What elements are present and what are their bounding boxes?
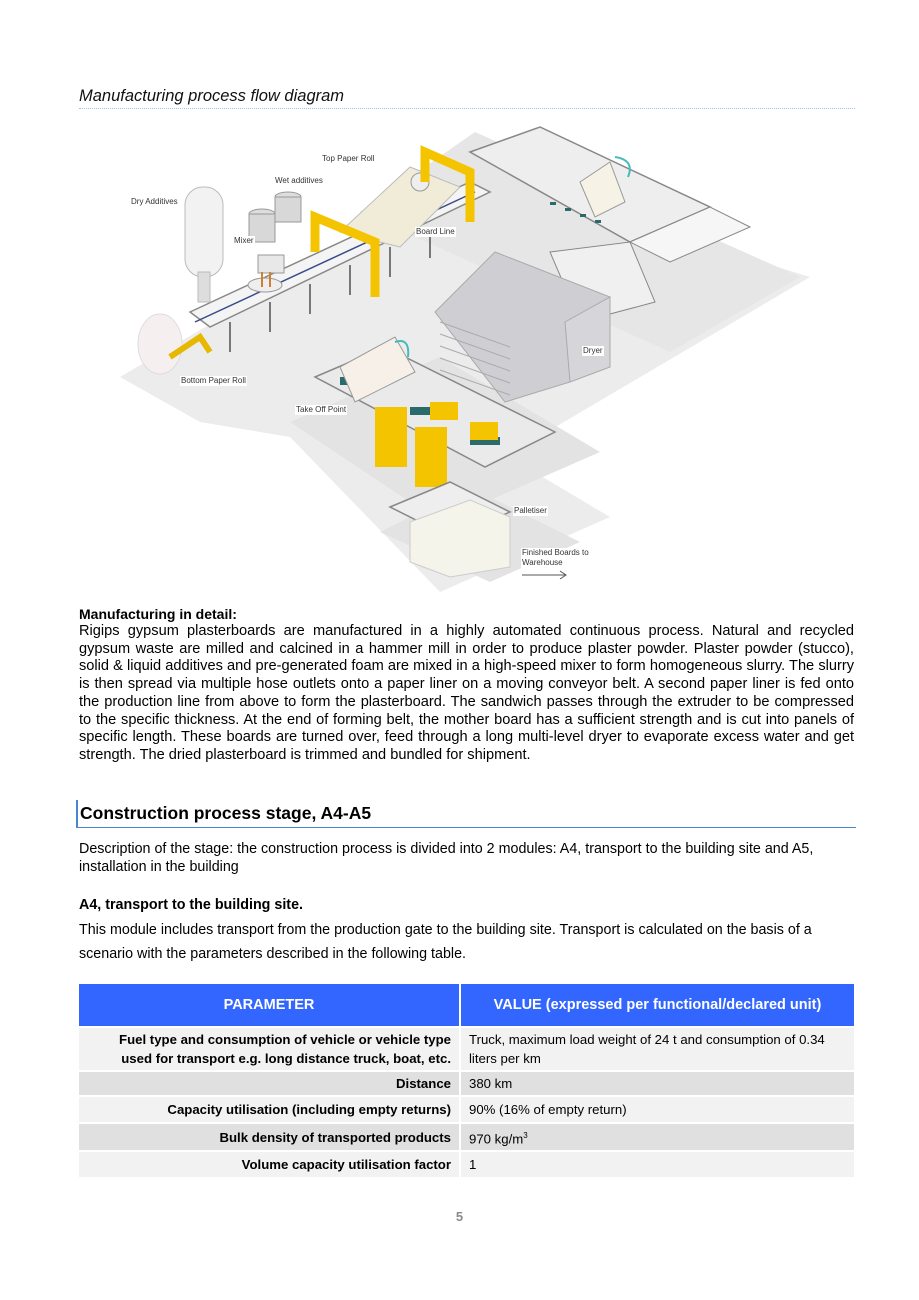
manufacturing-detail <box>79 605 854 765</box>
table-row <box>79 1095 854 1122</box>
value-text: 970 kg/m <box>469 1131 524 1147</box>
process-flow-illustration <box>110 122 810 597</box>
label-board-line: Board Line <box>416 227 455 236</box>
label-mixer: Mixer <box>234 236 254 245</box>
detail-body: Rigips gypsum plasterboards are manufactured in a highly automated continuous process. Natural and recycled gypsum waste are milled and calcined in a hammer mill in order to produce plaster powder. Plaster powder (stucco), solid & liquid additives and pre-generated foam are mixed in a high-speed mixer to form homogeneous slurry. The slurry is then spread via multiple hose outlets onto a paper liner on a moving conveyor belt. A second paper liner is fed onto the production line from above to form the plasterboard. The sandwich passes through the extruder to be compressed to the specific thickness. At the end of forming belt, the mother board has a sufficient strength and is cut into panels of specific length. These boards are turned over, feed through a long multi-level dryer to evaporate excess water and get strength. The dried plasterboard is trimmed and bundled for shipment. <box>79 623 854 763</box>
param-cell: Capacity utilisation (including empty returns) <box>79 1095 461 1122</box>
value-superscript: 3 <box>523 1131 528 1140</box>
table-header-row <box>79 984 854 1026</box>
diagram-title: Manufacturing process flow diagram <box>79 87 855 109</box>
value-cell: 90% (16% of empty return) <box>461 1095 854 1122</box>
value-cell: 1 <box>461 1150 854 1177</box>
header-parameter: PARAMETER <box>79 984 461 1026</box>
label-top-paper-roll: Top Paper Roll <box>322 154 375 163</box>
a4-body: This module includes transport from the production gate to the building site. Transport is calculated on the basis of a scenario with the parameters described in the following table. <box>79 922 812 962</box>
header-value: VALUE (expressed per functional/declared unit) <box>461 984 854 1026</box>
section-heading-construction: Construction process stage, A4-A5 <box>76 800 856 828</box>
detail-heading: Manufacturing in detail: <box>79 606 237 622</box>
label-bottom-paper-roll: Bottom Paper Roll <box>181 376 246 385</box>
param-cell: Distance <box>79 1070 461 1095</box>
table-row <box>79 1026 854 1070</box>
table-row <box>79 1122 854 1150</box>
label-dry-additives: Dry Additives <box>131 197 178 206</box>
value-cell <box>461 1122 854 1150</box>
param-cell: Volume capacity utilisation factor <box>79 1150 461 1177</box>
stage-description: Description of the stage: the construction process is divided into 2 modules: A4, transport to the building site and A5, installation in the building <box>79 841 814 875</box>
table-row <box>79 1070 854 1095</box>
label-take-off-point: Take Off Point <box>296 405 347 414</box>
value-cell: Truck, maximum load weight of 24 t and consumption of 0.34 liters per km <box>461 1026 854 1070</box>
label-palletiser: Palletiser <box>514 506 547 515</box>
label-finished-boards: Finished Boards to Warehouse <box>521 548 597 568</box>
value-cell: 380 km <box>461 1070 854 1095</box>
label-dryer: Dryer <box>583 346 603 355</box>
process-flow-diagram <box>110 122 810 597</box>
table-row <box>79 1150 854 1177</box>
label-wet-additives: Wet additives <box>275 176 323 185</box>
param-cell: Fuel type and consumption of vehicle or vehicle type used for transport e.g. long distance truck, boat, etc. <box>79 1026 461 1070</box>
a4-heading: A4, transport to the building site. <box>79 897 303 913</box>
param-cell: Bulk density of transported products <box>79 1122 461 1150</box>
transport-parameters-table <box>79 984 854 1177</box>
page-number: 5 <box>455 1209 464 1224</box>
